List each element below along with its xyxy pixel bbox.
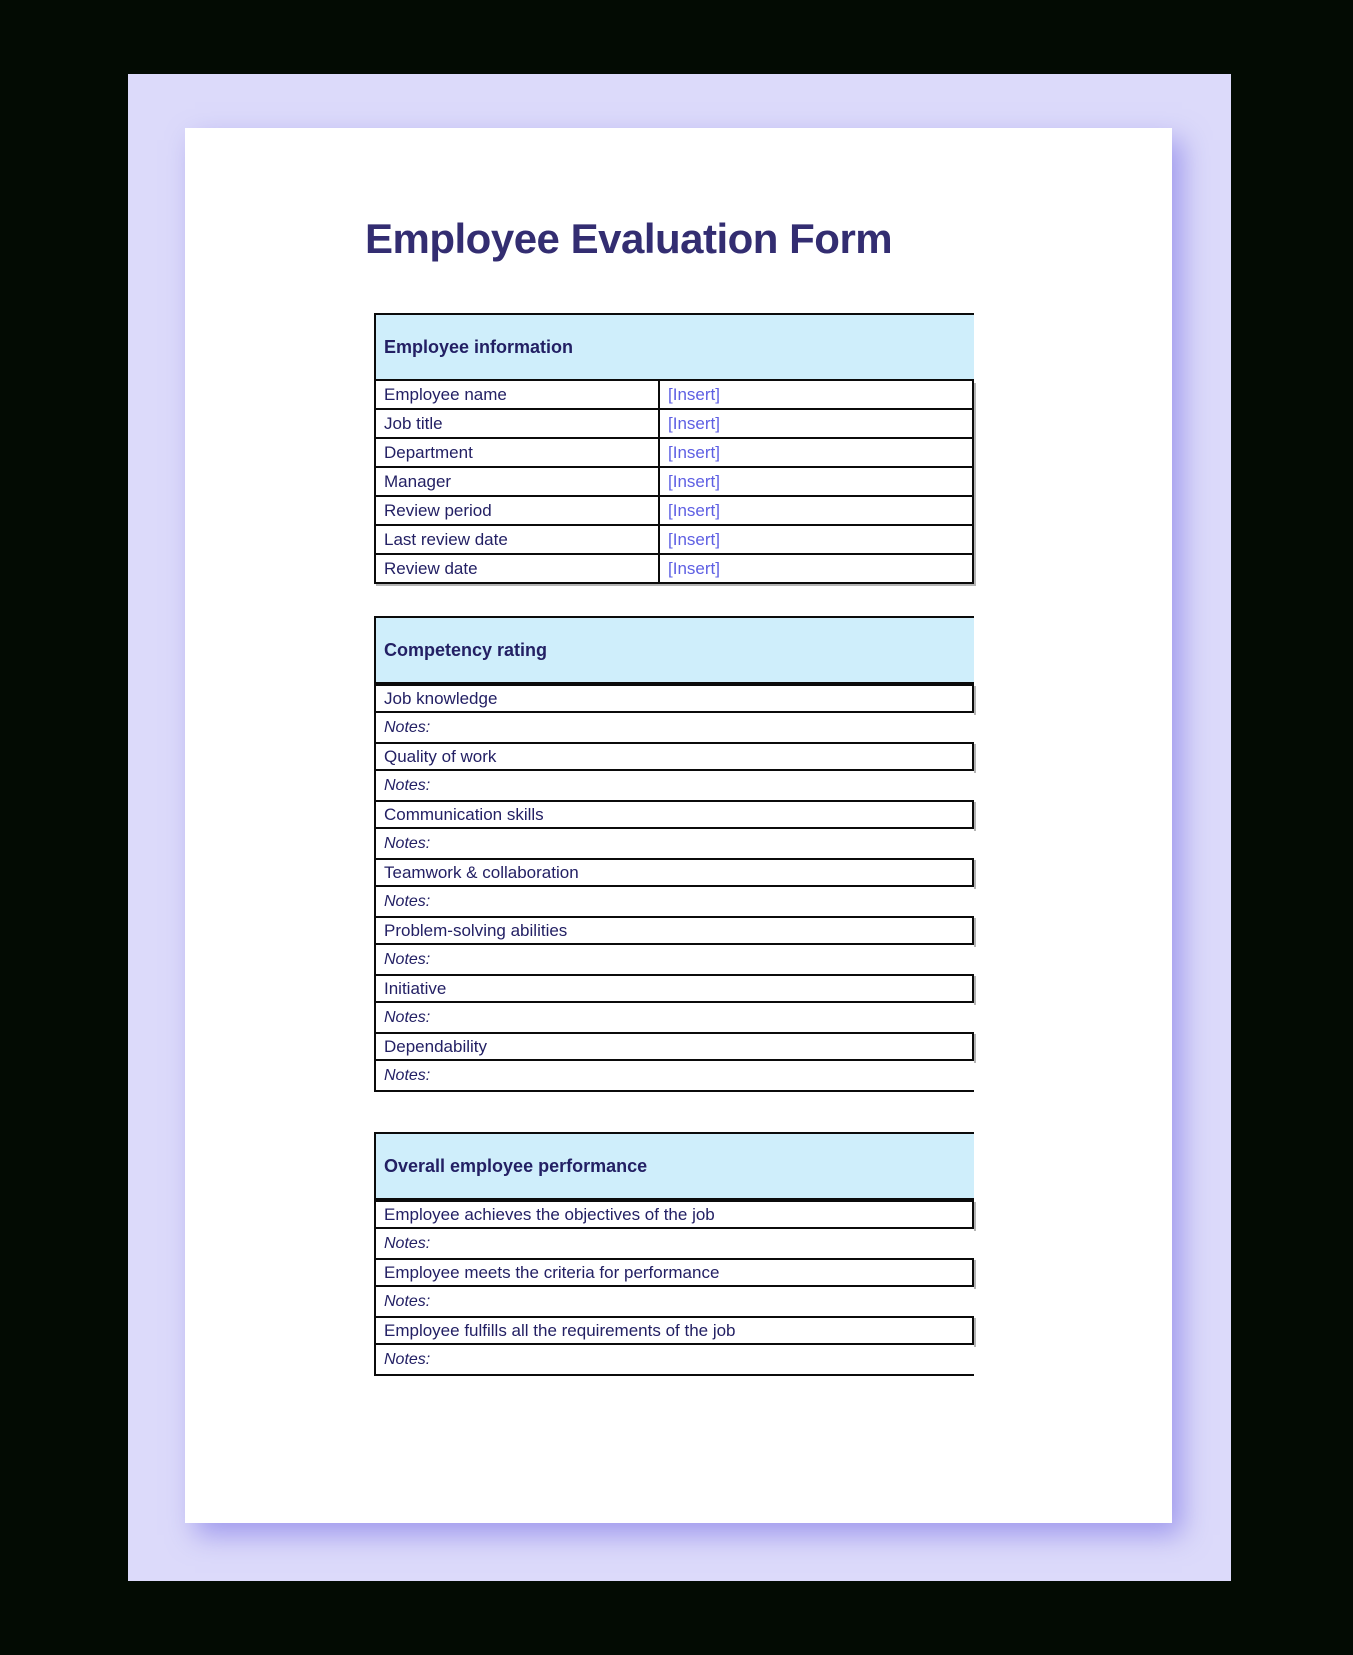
section-title: Competency rating [384, 639, 548, 660]
field-label: Employee name [376, 381, 660, 408]
competency-rating-section [374, 616, 974, 1092]
performance-row: Employee meets the criteria for performance [376, 1258, 974, 1287]
competency-row: Job knowledge [376, 684, 974, 713]
notes-field[interactable]: Notes: [376, 1061, 974, 1090]
field-label: Review date [376, 555, 660, 582]
insert-field[interactable]: [Insert] [668, 500, 720, 520]
competency-row: Initiative [376, 974, 974, 1003]
table-row [376, 526, 972, 555]
performance-row: Employee achieves the objectives of the job [376, 1200, 974, 1229]
field-label: Review period [376, 497, 660, 524]
insert-field[interactable]: [Insert] [668, 529, 720, 549]
overall-performance-section [374, 1132, 974, 1376]
performance-row: Employee fulfills all the requirements of the job [376, 1316, 974, 1345]
notes-field[interactable]: Notes: [376, 945, 974, 974]
insert-field[interactable]: [Insert] [668, 413, 720, 433]
table-row [376, 468, 972, 497]
overall-performance-header [374, 1132, 974, 1200]
table-row [376, 410, 972, 439]
page-backdrop [128, 74, 1231, 1581]
table-row [376, 381, 972, 410]
field-label: Department [376, 439, 660, 466]
overall-performance-table [374, 1200, 974, 1376]
insert-field[interactable]: [Insert] [668, 471, 720, 491]
table-row [376, 497, 972, 526]
notes-field[interactable]: Notes: [376, 771, 974, 800]
notes-field[interactable]: Notes: [376, 829, 974, 858]
insert-field[interactable]: [Insert] [668, 384, 720, 404]
employee-information-section [374, 313, 974, 584]
competency-row: Quality of work [376, 742, 974, 771]
notes-field[interactable]: Notes: [376, 1229, 974, 1258]
table-row [376, 555, 972, 584]
employee-information-header [374, 313, 974, 381]
competency-row: Dependability [376, 1032, 974, 1061]
notes-field[interactable]: Notes: [376, 1345, 974, 1374]
competency-row: Problem-solving abilities [376, 916, 974, 945]
document-page [185, 128, 1172, 1523]
table-row [376, 439, 972, 468]
insert-field[interactable]: [Insert] [668, 558, 720, 578]
notes-field[interactable]: Notes: [376, 1287, 974, 1316]
field-label: Last review date [376, 526, 660, 553]
employee-information-table [374, 381, 974, 584]
field-label: Job title [376, 410, 660, 437]
competency-row: Teamwork & collaboration [376, 858, 974, 887]
field-label: Manager [376, 468, 660, 495]
competency-row: Communication skills [376, 800, 974, 829]
competency-rating-header [374, 616, 974, 684]
notes-field[interactable]: Notes: [376, 1003, 974, 1032]
notes-field[interactable]: Notes: [376, 887, 974, 916]
section-title: Overall employee performance [384, 1155, 648, 1176]
document-title: Employee Evaluation Form [365, 215, 893, 262]
section-title: Employee information [384, 336, 574, 357]
competency-rating-table [374, 684, 974, 1092]
notes-field[interactable]: Notes: [376, 713, 974, 742]
insert-field[interactable]: [Insert] [668, 442, 720, 462]
